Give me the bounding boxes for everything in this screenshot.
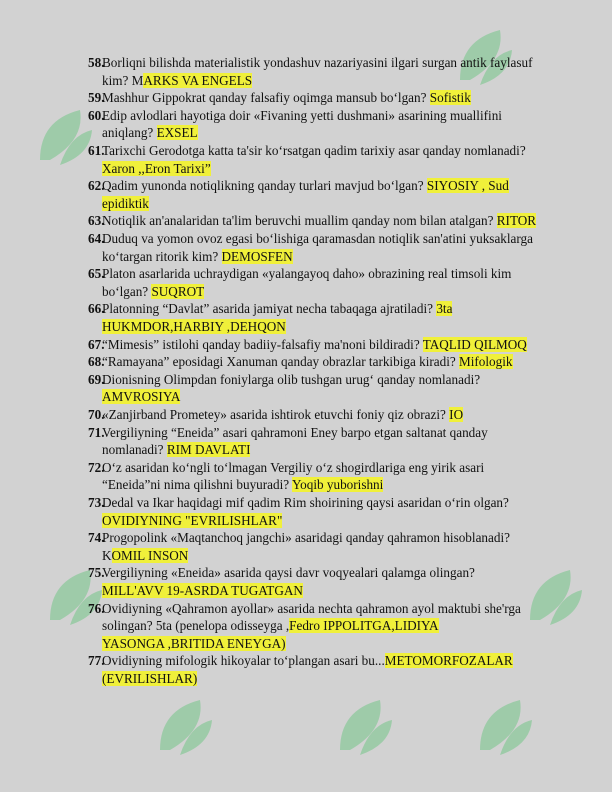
highlighted-answer: RITOR xyxy=(496,213,537,229)
question-line xyxy=(102,388,180,405)
question-line xyxy=(102,212,536,229)
highlighted-answer: SUQROT xyxy=(151,283,205,299)
highlighted-answer: 3ta xyxy=(436,301,453,317)
question-line xyxy=(102,283,204,300)
question-number: 61. xyxy=(88,143,105,158)
question-number: 77. xyxy=(88,653,105,669)
question-text: nomlanadi? xyxy=(102,442,167,458)
question-item xyxy=(88,265,578,300)
question-line xyxy=(102,406,463,423)
leaf-logo-icon xyxy=(150,690,220,760)
question-number: 75. xyxy=(88,565,105,581)
question-number: 63. xyxy=(88,213,105,229)
question-text: Tarixchi Gerodotga katta ta'sir ko‘rsatgan qadim tarixiy asar qanday nomlanadi? xyxy=(102,143,526,158)
question-number: 70. xyxy=(88,407,105,422)
highlighted-answer: SIYOSIY , Sud xyxy=(426,178,509,194)
question-text: Notiqlik an'analaridan ta'lim beruvchi muallim qanday nom bilan atalgan? xyxy=(102,213,497,229)
question-line xyxy=(102,72,252,89)
question-item xyxy=(88,177,578,212)
question-item xyxy=(88,529,578,564)
question-number: 73. xyxy=(88,495,105,510)
highlighted-answer: TAQLID QILMOQ xyxy=(422,336,527,352)
question-line xyxy=(102,353,513,370)
highlighted-answer: AMVROSIYA xyxy=(102,389,181,405)
highlighted-answer: YASONGA ,BRITIDA ENEYGA) xyxy=(102,635,286,651)
question-text: O‘z asaridan ko‘ngli to‘lmagan Vergiliy o‘z shogirdlariga eng yirik asari xyxy=(102,459,485,475)
question-item xyxy=(88,564,578,599)
question-line xyxy=(102,547,188,564)
question-number: 76. xyxy=(88,600,105,616)
question-number: 74. xyxy=(88,530,105,546)
question-line xyxy=(102,652,513,669)
question-line xyxy=(102,424,488,441)
question-text: K xyxy=(102,547,112,563)
question-number: 64. xyxy=(88,231,105,246)
question-line xyxy=(102,512,282,529)
question-line xyxy=(102,529,510,546)
highlighted-answer: Yoqib yuborishni xyxy=(291,477,384,493)
question-text: “Mimesis” istilohi qanday badiiy-falsafiy ma'noni bildiradi? xyxy=(102,336,423,352)
question-line xyxy=(102,124,198,141)
question-text: Ovidiyning mifologik hikoyalar to‘plangan asari bu... xyxy=(102,653,385,669)
question-number: 62. xyxy=(88,178,105,194)
question-text: Vergiliyning «Eneida» asarida qaysi davr voqyealari qalamga olingan? xyxy=(102,565,475,581)
highlighted-answer: ARKS VA ENGELS xyxy=(143,72,253,88)
question-number: 72. xyxy=(88,459,105,475)
question-text: «Zanjirband Prometey» asarida ishtirok etuvchi foniy qiz obrazi? xyxy=(102,407,450,422)
question-text: Mashhur Gippokrat qanday falsafiy oqimga mansub bo‘lgan? xyxy=(102,90,430,106)
question-line xyxy=(102,177,509,194)
question-line xyxy=(102,54,532,71)
question-line xyxy=(102,265,511,282)
question-line xyxy=(102,318,286,335)
question-text: aniqlang? xyxy=(102,125,157,141)
question-number: 58. xyxy=(88,55,105,70)
question-item xyxy=(88,230,578,265)
question-text: bo‘lgan? xyxy=(102,283,152,299)
question-item xyxy=(88,336,578,354)
question-text: Platon asarlarida uchraydigan «yalangayoq daho» obrazining real timsoli kim xyxy=(102,266,512,282)
question-line xyxy=(102,142,526,159)
question-line xyxy=(102,107,502,124)
question-item xyxy=(88,424,578,459)
question-line xyxy=(102,635,286,652)
highlighted-answer: Fedro IPPOLITGA,LIDIYA xyxy=(289,618,439,634)
question-text: solingan? 5ta (penelopa odisseyga , xyxy=(102,618,290,634)
question-line xyxy=(102,617,439,634)
question-text: Platonning “Davlat” asarida jamiyat necha tabaqaga ajratiladi? xyxy=(102,301,437,317)
question-item xyxy=(88,652,578,687)
question-text: Ovidiyning «Qahramon ayollar» asarida nechta qahramon ayol maktubi she'rga xyxy=(102,600,521,616)
question-line xyxy=(102,300,452,317)
question-text: Progopolink «Maqtanchoq jangchi» asaridagi qanday qahramon hisoblanadi? xyxy=(102,530,510,546)
question-line xyxy=(102,336,527,353)
highlighted-answer: HUKMDOR,HARBIY ,DEHQON xyxy=(102,318,286,334)
question-line xyxy=(102,248,293,265)
leaf-logo-icon xyxy=(470,690,540,760)
question-number: 66. xyxy=(88,301,105,317)
question-text: Dionisning Olimpdan foniylarga olib tushgan urug‘ qanday nomlanadi? xyxy=(102,371,481,387)
question-number: 68. xyxy=(88,354,105,370)
highlighted-answer: OMIL INSON xyxy=(111,547,189,563)
question-text: kim? M xyxy=(102,72,144,88)
question-text: “Eneida”ni nima qilishni buyuradi? xyxy=(102,477,292,493)
question-line xyxy=(102,564,475,581)
leaf-logo-icon xyxy=(330,690,400,760)
highlighted-answer: epidiktik xyxy=(102,195,149,211)
question-number: 69. xyxy=(88,371,105,387)
question-text: Dedal va Ikar haqidagi mif qadim Rim shoirining qaysi asaridan o‘rin olgan? xyxy=(102,495,509,510)
question-item xyxy=(88,54,578,89)
question-number: 71. xyxy=(88,424,105,440)
question-line xyxy=(102,230,533,247)
question-line xyxy=(102,89,471,106)
question-item xyxy=(88,212,578,230)
question-text: “Ramayana” eposidagi Xanuman qanday obrazlar tarkibiga kiradi? xyxy=(102,354,460,370)
question-line xyxy=(102,670,197,687)
question-item xyxy=(88,107,578,142)
question-text: Duduq va yomon ovoz egasi bo‘lishiga qaramasdan notiqlik san'atini yuksaklarga xyxy=(102,231,534,246)
question-number: 67. xyxy=(88,336,105,352)
highlighted-answer: Sofistik xyxy=(429,90,471,106)
highlighted-answer: RIM DAVLATI xyxy=(166,442,251,458)
question-item xyxy=(88,371,578,406)
highlighted-answer: IO xyxy=(449,407,464,422)
question-text: Edip avlodlari hayotiga doir «Fivaning yetti dushmani» asarining muallifini xyxy=(102,107,502,123)
question-item xyxy=(88,300,578,335)
question-item xyxy=(88,494,578,529)
question-number: 65. xyxy=(88,266,105,282)
highlighted-answer: OVIDIYNING "EVRILISHLAR" xyxy=(102,512,283,528)
question-item xyxy=(88,142,578,177)
question-line xyxy=(102,195,149,212)
question-number: 60. xyxy=(88,107,105,123)
question-line xyxy=(102,441,250,458)
question-line xyxy=(102,476,383,493)
highlighted-answer: Xaron ,,Eron Tarixi” xyxy=(102,160,211,176)
question-line xyxy=(102,371,480,388)
highlighted-answer: DEMOSFEN xyxy=(221,248,293,264)
question-text: Borliqni bilishda materialistik yondashuv nazariyasini ilgari surgan antik faylasuf xyxy=(102,55,533,70)
highlighted-answer: (EVRILISHLAR) xyxy=(102,670,198,686)
question-line xyxy=(102,160,211,177)
question-number: 59. xyxy=(88,90,105,106)
question-line xyxy=(102,494,509,511)
highlighted-answer: MILL'AVV 19-ASRDA TUGATGAN xyxy=(102,582,303,598)
question-item xyxy=(88,353,578,371)
question-line xyxy=(102,582,303,599)
highlighted-answer: EXSEL xyxy=(156,125,198,141)
question-line xyxy=(102,600,521,617)
highlighted-answer: Mifologik xyxy=(459,354,513,370)
question-item xyxy=(88,406,578,424)
highlighted-answer: METOMORFOZALAR xyxy=(384,653,513,669)
question-item xyxy=(88,89,578,107)
question-item xyxy=(88,459,578,494)
question-text: ko‘targan ritorik kim? xyxy=(102,248,222,264)
question-line xyxy=(102,459,484,476)
question-text: Qadim yunonda notiqlikning qanday turlari mavjud bo‘lgan? xyxy=(102,178,427,194)
question-text: Vergiliyning “Eneida” asari qahramoni Eney barpo etgan saltanat qanday xyxy=(102,424,488,440)
question-item xyxy=(88,600,578,653)
